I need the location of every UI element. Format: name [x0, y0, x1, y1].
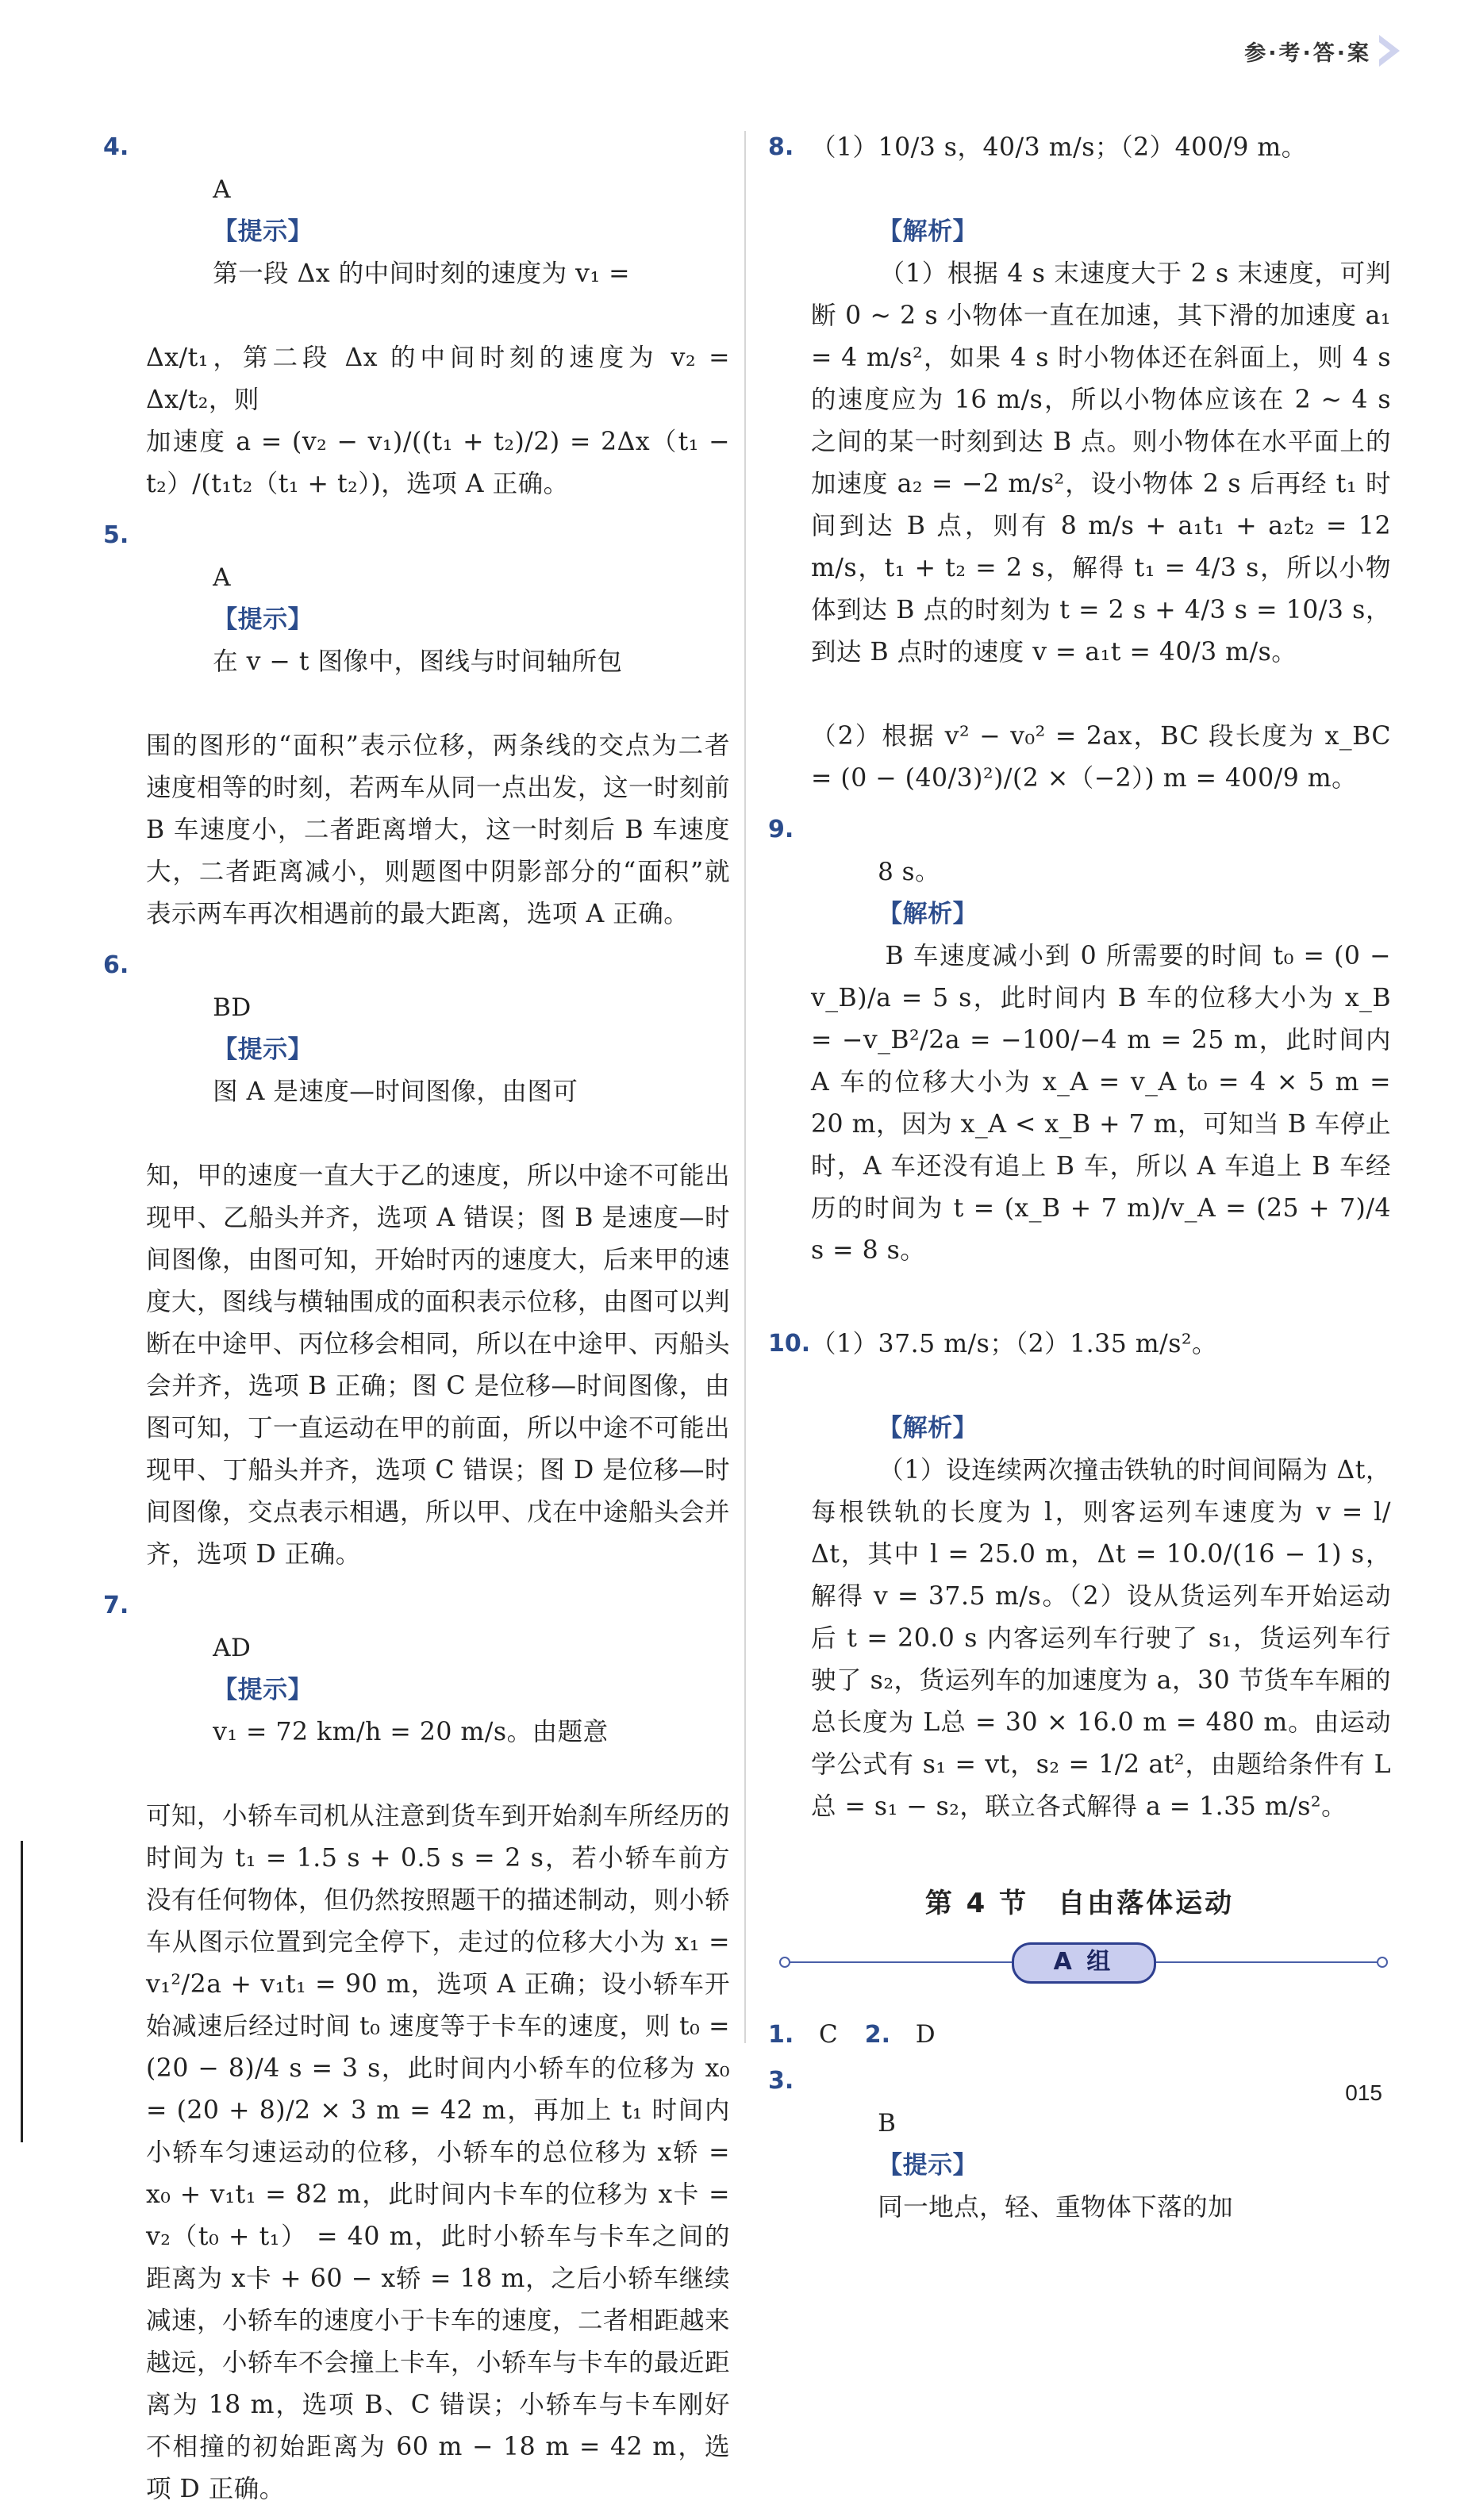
answer-item [103, 1585, 739, 2510]
answer-text: （1）设连续两次撞击铁轨的时间间隔为 Δt，每根铁轨的长度为 l，则客运列车速度为 v = l/Δt，其中 l = 25.0 m，Δt = 10.0/(16 − 1) s，解得 v = 37.5 m/s。（2）设从货运列车开始运动后 t = 20.0 s 内客运列车行驶了 s₁，货运列车行驶了 s₂，货运列车的加速度为 a，30 节货车车厢的总长度为 L总 = 30 × 16.0 m = 480 m。由运动学公式有 s₁ = vt，s₂ = 1/2 at²，由题给条件有 L总 = s₁ − s₂，联立各式解得 a = 1.35 m/s²。 [811, 1456, 1392, 1821]
question-number: 5. [103, 521, 129, 549]
question-number: 9. [768, 816, 794, 843]
answer-text: 可知，小轿车司机从注意到货车到开始刹车所经历的时间为 t₁ = 1.5 s + 0.5 s = 2 s，若小轿车前方没有任何物体，但仍然按照题干的描述制动，则小轿车从图示位置到完全停下，走过的位移大小为 x₁ = v₁²/2a + v₁t₁ = 90 m，选项 A 正确；设小轿车开始减速后经过时间 t₀ 速度等于卡车的速度，则 t₀ = (20 − 8)/4 s = 3 s，此时间内小轿车的位移为 x₀ = (20 + 8)/2 × 3 m = 42 m，再加上 t₁ 时间内小轿车匀速运动的位移，小轿车的总位移为 x轿 = x₀ + v₁t₁ = 82 m，此时间内卡车的位移为 x卡 = v₂（t₀ + t₁） = 40 m，此时小轿车与卡车之间的距离为 x卡 + 60 − x轿 = 18 m，之后小轿车继续减速，小轿车的速度小于卡车的速度，二者相距越来越远，小轿车不会撞上卡车，小轿车与卡车的最近距离为 18 m，选项 B、C 错误；小轿车与卡车刚好不相撞的初始距离为 60 m − 18 m = 42 m，选项 D 正确。 [146, 1802, 739, 2503]
answer-value: （1）10/3 s，40/3 m/s；（2）400/9 m。 [811, 133, 1307, 162]
answer-row [768, 2014, 1391, 2056]
hint-tag: 【提示】 [878, 2151, 978, 2180]
answer-text: 在 v − t 图像中，图线与时间轴所包 [213, 647, 623, 676]
group-banner [784, 1942, 1383, 1982]
hint-tag: 【提示】 [213, 1035, 313, 1064]
banner-dot-left [779, 1957, 790, 1968]
header-label: 参·考·答·案 [1244, 40, 1371, 66]
answer-choice: AD [213, 1634, 252, 1662]
analysis-tag: 【解析】 [878, 900, 978, 928]
answer-item [103, 127, 739, 505]
answer-choice: D [915, 2020, 936, 2049]
page-edge-mark [21, 1841, 23, 2142]
answer-value: 8 s。 [878, 858, 940, 886]
answer-item [103, 945, 730, 1576]
hint-tag: 【提示】 [213, 1676, 313, 1704]
answer-text: （1）根据 4 s 末速度大于 2 s 末速度，可判断 0 ~ 2 s 小物体一直在加速，其下滑的加速度 a₁ = 4 m/s²，如果 4 s 时小物体还在斜面上，则 4 s 的速度应为 16 m/s，所以小物体应该在 2 ~ 4 s 之间的某一时刻到达 B 点。则小物体在水平面上的加速度 a₂ = −2 m/s²，设小物体 2 s 后再经 t₁ 时间到达 B 点，则有 8 m/s + a₁t₁ + a₂t₂ = 12 m/s，t₁ + t₂ = 2 s，解得 t₁ = 4/3 s，所以小物体到达 B 点的时刻为 t = 2 s + 4/3 s = 10/3 s，到达 B 点时的速度 v = a₁t = 40/3 m/s。 [811, 259, 1400, 666]
answer-text: （2）根据 v² − v₀² = 2ax，BC 段长度为 x_BC = (0 − (40/3)²)/(2 ×（−2）) m = 400/9 m。 [811, 722, 1400, 793]
answer-item [768, 809, 1400, 1314]
group-label: A 组 [1012, 1942, 1156, 1984]
answer-text: Δx/t₁，第二段 Δx 的中间时刻的速度为 v₂ = Δx/t₂，则 [146, 344, 739, 414]
right-column [768, 127, 1400, 2280]
answer-text: 图 A 是速度—时间图像，由图可 [213, 1078, 578, 1106]
answer-item [768, 127, 1400, 800]
answer-choice: A [213, 563, 231, 592]
question-number: 1. [768, 2021, 794, 2049]
answer-item [768, 2061, 1391, 2271]
answer-choice: B [878, 2109, 897, 2138]
answer-text: v₁ = 72 km/h = 20 m/s。由题意 [213, 1718, 609, 1746]
question-number: 2. [864, 2021, 891, 2049]
analysis-tag: 【解析】 [878, 217, 978, 246]
analysis-tag: 【解析】 [878, 1414, 978, 1442]
column-divider [744, 131, 746, 2043]
question-number: 3. [768, 2067, 794, 2095]
answer-text: 同一地点，轻、重物体下落的加 [878, 2193, 1234, 2222]
answer-choice: C [819, 2020, 838, 2049]
question-number: 10. [768, 1330, 811, 1358]
question-number: 8. [768, 133, 794, 161]
banner-dot-right [1377, 1957, 1388, 1968]
hint-tag: 【提示】 [213, 217, 313, 246]
question-number: 7. [103, 1592, 129, 1619]
answer-choice: A [213, 175, 231, 204]
hint-tag: 【提示】 [213, 605, 313, 634]
answer-item [103, 515, 739, 935]
answer-choice: BD [213, 993, 252, 1022]
section-title: 第 4 节 自由落体运动 [924, 1888, 1235, 1919]
chevron-right-icon [1379, 35, 1400, 67]
answer-text: 加速度 a = (v₂ − v₁)/((t₁ + t₂)/2) = 2Δx（t₁ − t₂）/(t₁t₂（t₁ + t₂）)，选项 A 正确。 [146, 428, 739, 498]
page-number: 015 [1345, 2080, 1382, 2105]
answer-text: 知，甲的速度一直大于乙的速度，所以中途不可能出现甲、乙船头并齐，选项 A 错误；图 B 是速度—时间图像，由图可知，开始时丙的速度大，后来甲的速度大，图线与横轴围成的面积表示位移，由图可以判断在中途甲、丙位移会相同，所以在中途甲、丙船头会并齐，选项 B 正确；图 C 是位移—时间图像，由图可知，丁一直运动在甲的前面，所以中途不可能出现甲、丁船头并齐，选项 C 错误；图 D 是位移—时间图像，交点表示相遇，所以甲、戊在中途船头会并齐，选项 D 正确。 [146, 1162, 731, 1569]
answer-value: （1）37.5 m/s；（2）1.35 m/s²。 [811, 1330, 1218, 1358]
question-number: 4. [103, 133, 129, 161]
answer-text: 第一段 Δx 的中间时刻的速度为 v₁ = [213, 259, 630, 288]
question-number: 6. [103, 951, 129, 979]
answer-text: B 车速度减小到 0 所需要的时间 t₀ = (0 − v_B)/a = 5 s，此时间内 B 车的位移大小为 x_B = −v_B²/2a = −100/−4 m = 25 m，此时间内 A 车的位移大小为 x_A = v_A t₀ = 4 × 5 m = 20 m，因为 x_A < x_B + 7 m，可知当 B 车停止时，A 车还没有追上 B 车，所以 A 车追上 B 车经历的时间为 t = (x_B + 7 m)/v_A = (25 + 7)/4 s = 8 s。 [811, 942, 1400, 1265]
section-header [1244, 35, 1400, 67]
answer-text: 围的图形的“面积”表示位移，两条线的交点为二者速度相等的时刻，若两车从同一点出发，这一时刻前 B 车速度小，二者距离增大，这一时刻后 B 车速度大，二者距离减小，则题图中阴影部分的“面积”就表示两车再次相遇前的最大距离，选项 A 正确。 [146, 732, 739, 928]
answer-item [768, 1323, 1391, 1870]
